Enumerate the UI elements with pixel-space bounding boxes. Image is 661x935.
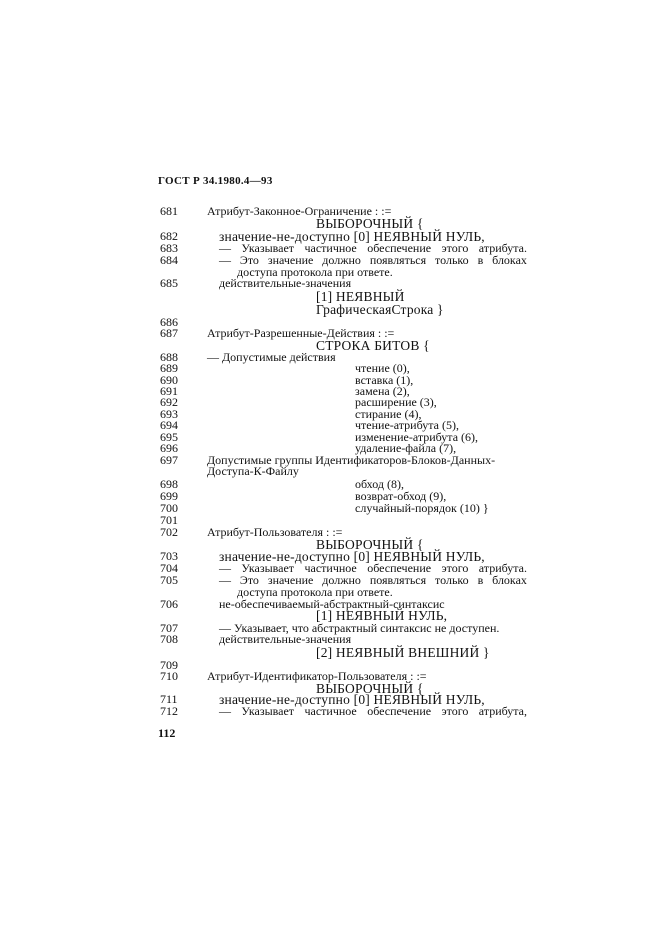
code-line: чтение-атрибута (5), (355, 418, 459, 432)
line-number: 684 (160, 253, 178, 267)
code-line: — Указывает, что абстрактный синтаксис не доступен. (219, 621, 500, 635)
document-header: ГОСТ Р 34.1980.4—93 (158, 175, 273, 187)
code-line (219, 705, 527, 717)
word: атрибута. (478, 241, 527, 255)
line-number: 707 (160, 621, 178, 635)
word: появляться (369, 253, 427, 267)
word: — (219, 704, 231, 718)
code-line: — Допустимые действия (207, 350, 336, 364)
line-number: 685 (160, 276, 178, 290)
word: — (219, 253, 231, 267)
line-number: 712 (160, 704, 178, 718)
code-line: [2] НЕЯВНЫЙ ВНЕШНИЙ } (316, 645, 490, 660)
code-line: Атрибут-Разрешенные-Действия : := (207, 326, 395, 340)
word: обеспечение (367, 241, 432, 255)
code-line: действительные-значения (219, 276, 352, 290)
word: обеспечение (367, 704, 432, 718)
code-line: замена (2), (355, 384, 410, 398)
code-line: ГрафическаяСтрока } (316, 302, 444, 317)
code-line: ВЫБОРОЧНЫЙ { (316, 216, 424, 231)
word: только (435, 253, 469, 267)
code-line: ВЫБОРОЧНЫЙ { (316, 537, 424, 552)
line-number: 699 (160, 489, 178, 503)
word: частичное (304, 241, 357, 255)
word: только (435, 573, 469, 587)
word: Это (239, 573, 259, 587)
line-number: 693 (160, 407, 178, 421)
line-number: 702 (160, 525, 178, 539)
line-number: 694 (160, 418, 178, 432)
word: частичное (304, 561, 357, 575)
code-line: значение-не-доступно [0] НЕЯВНЫЙ НУЛЬ, (219, 549, 485, 564)
word: этого (441, 704, 469, 718)
line-number: 690 (160, 373, 178, 387)
code-line: чтение (0), (355, 361, 410, 375)
line-number: 695 (160, 430, 178, 444)
code-line: [1] НЕЯВНЫЙ (316, 289, 405, 304)
line-number: 697 (160, 453, 178, 467)
word: блоках (492, 573, 527, 587)
line-number: 705 (160, 573, 178, 587)
code-line: вставка (1), (355, 373, 414, 387)
word: атрибута, (478, 704, 527, 718)
code-line: СТРОКА БИТОВ { (316, 338, 430, 353)
code-line: изменение-атрибута (6), (355, 430, 479, 444)
line-number: 687 (160, 326, 178, 340)
code-line: расширение (3), (355, 395, 437, 409)
code-line: стирание (4), (355, 407, 422, 421)
line-number: 689 (160, 361, 178, 375)
word: Указывает (241, 241, 295, 255)
word: Указывает (241, 561, 295, 575)
word: значение (267, 573, 314, 587)
line-number: 692 (160, 395, 178, 409)
line-number: 701 (160, 513, 178, 527)
word: атрибута. (478, 561, 527, 575)
line-number: 704 (160, 561, 178, 575)
code-line: случайный-порядок (10) } (355, 501, 489, 515)
code-line: значение-не-доступно [0] НЕЯВНЫЙ НУЛЬ, (219, 692, 485, 707)
line-number: 682 (160, 229, 178, 243)
code-line: ВЫБОРОЧНЫЙ { (316, 681, 424, 696)
word: — (219, 561, 231, 575)
line-number: 700 (160, 501, 178, 515)
code-line: Атрибут-Законное-Ограничение : := (207, 204, 392, 218)
word: должно (322, 253, 361, 267)
word: — (219, 241, 231, 255)
code-line: не-обеспечиваемый-абстрактный-синтаксис (219, 597, 445, 611)
word: этого (441, 561, 469, 575)
code-line: действительные-значения (219, 632, 352, 646)
line-number: 691 (160, 384, 178, 398)
line-number: 710 (160, 669, 178, 683)
word: должно (322, 573, 361, 587)
code-line: Допустимые группы Идентификаторов-Блоков-Данных- (207, 453, 496, 467)
code-line: обход (8), (355, 477, 404, 491)
line-number: 706 (160, 597, 178, 611)
code-line: доступа протокола при ответе. (237, 265, 393, 279)
line-number: 711 (160, 692, 178, 706)
line-number: 683 (160, 241, 178, 255)
word: значение (267, 253, 314, 267)
page-number: 112 (158, 726, 176, 740)
word: этого (441, 241, 469, 255)
code-line: Атрибут-Пользователя : := (207, 525, 343, 539)
code-line: Атрибут-Идентификатор-Пользователя : := (207, 669, 427, 683)
line-number: 703 (160, 549, 178, 563)
word: частичное (304, 704, 357, 718)
word: Указывает (241, 704, 295, 718)
word: в (477, 253, 484, 267)
code-line: Доступа-К-Файлу (207, 464, 299, 478)
word: в (477, 573, 484, 587)
line-number: 698 (160, 477, 178, 491)
word: Это (239, 253, 259, 267)
line-number: 686 (160, 315, 178, 329)
word: — (219, 573, 231, 587)
line-number: 708 (160, 632, 178, 646)
word: обеспечение (367, 561, 432, 575)
code-line: [1] НЕЯВНЫЙ НУЛЬ, (316, 608, 448, 623)
word: блоках (492, 253, 527, 267)
code-line: удаление-файла (7), (355, 441, 457, 455)
code-line: значение-не-доступно [0] НЕЯВНЫЙ НУЛЬ, (219, 229, 485, 244)
code-line: возврат-обход (9), (355, 489, 447, 503)
line-number: 688 (160, 350, 178, 364)
code-line: доступа протокола при ответе. (237, 585, 393, 599)
line-number: 709 (160, 658, 178, 672)
line-number: 696 (160, 441, 178, 455)
line-number: 681 (160, 204, 178, 218)
word: появляться (369, 573, 427, 587)
